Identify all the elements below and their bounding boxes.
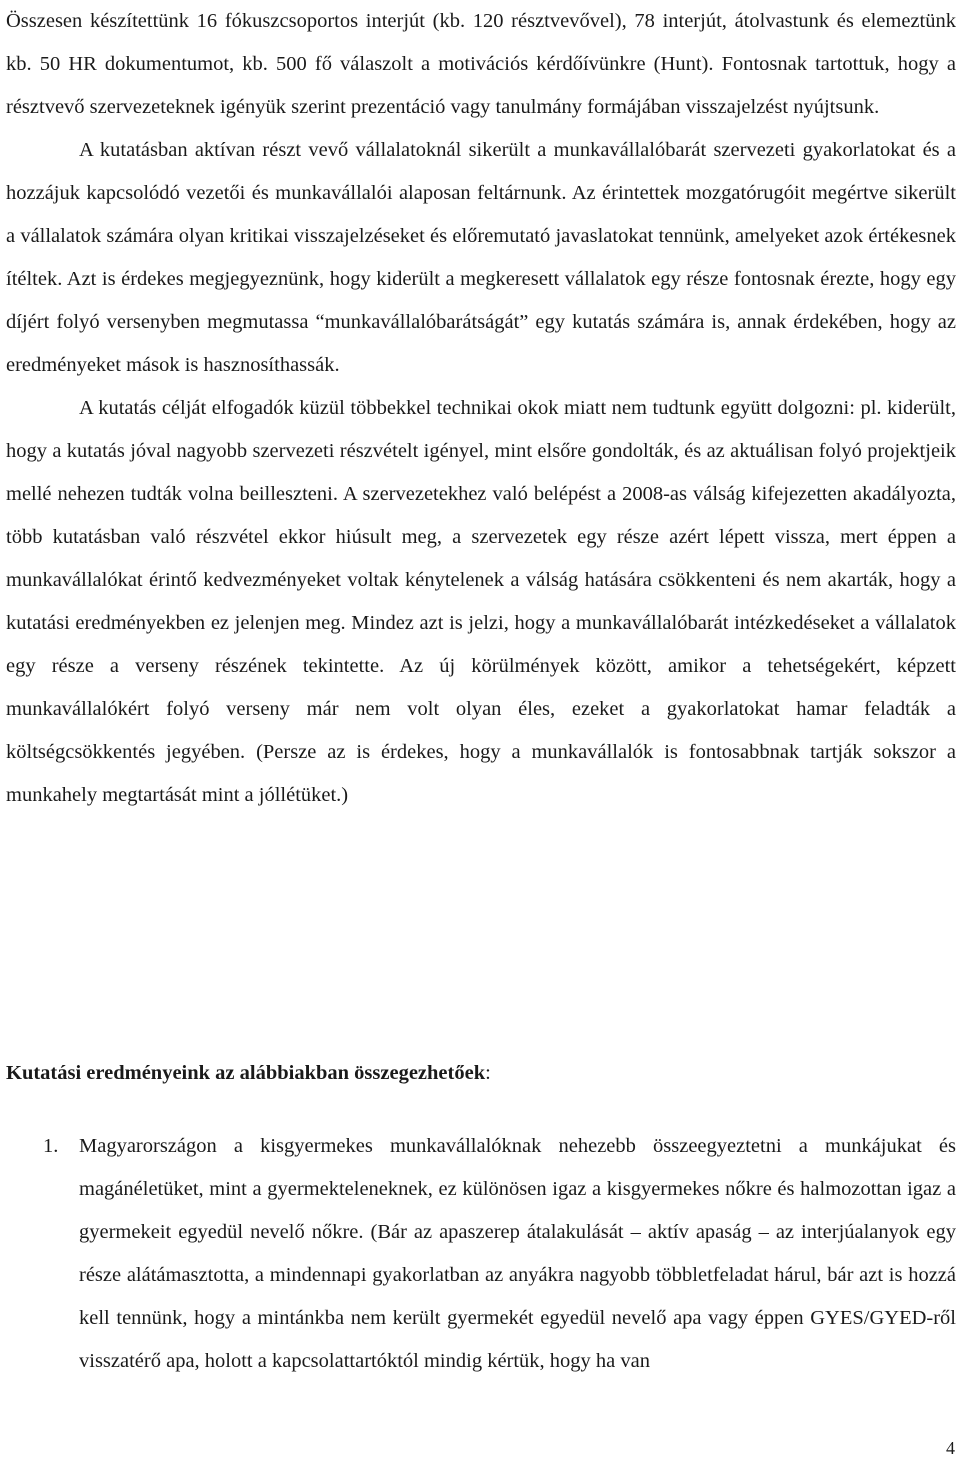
- section-heading-text: Kutatási eredményeink az alábbiakban összegezhetőek: [6, 1062, 486, 1084]
- section-heading-colon: :: [485, 1062, 491, 1084]
- paragraph-research-limitations: A kutatás célját elfogadók küzül többekkel technikai okok miatt nem tudtunk együtt dolgozni: pl. kiderült, hogy a kutatás jóval nagyobb szervezeti részvételt igényel, mint elsőre gondolták, és az aktuálisan folyó projektjeik mellé nehezen tudták volna beilleszteni. A szervezetekhez való belépést a 2008-as válság kifejezetten akadályozta, több kutatásban való részvétel ekkor hiúsult meg, a szervezetek egy része azért lépett vissza, mert éppen a munkavállalókat érintő kedvezményeket voltak kénytelenek a válság hatására csökkenteni és nem akarták, hogy a kutatási eredményekben ez jelenjen meg. Mindez azt is jelzi, hogy a munkavállalóbarát intézkedéseket a vállalatok egy része a verseny részének tekintette. Az új körülmények között, amikor a tehetségekért, képzett munkavállalókért folyó verseny már nem volt olyan éles, ezeket a gyakorlatokat hamar feladták a költségcsökkentés jegyében. (Persze az is érdekes, hogy a munkavállalók is fontosabbnak tartják sokszor a munkahely megtartását mint a jóllétüket.): [6, 397, 956, 806]
- findings-list: [6, 1125, 956, 1383]
- paragraph-research-findings: A kutatásban aktívan részt vevő vállalatoknál sikerült a munkavállalóbarát szervezeti gyakorlatokat és a hozzájuk kapcsolódó vezetői és munkavállalói alaposan feltárnunk. Az érintettek mozgatórugóit megértve sikerült a vállalatok számára olyan kritikai visszajelzéseket és előremutató javaslatokat tennünk, amelyeket azok értékesnek ítéltek. Azt is érdekes megjegyeznünk, hogy kiderült a megkeresett vállalatok egy része fontosnak érezte, hogy egy díjért folyó versenyben megmutassa “munkavállalóbarátságát” egy kutatás számára is, annak érdekében, hogy az eredményeket mások is hasznosíthassák.: [6, 139, 956, 376]
- list-item-number: 1.: [43, 1135, 59, 1157]
- paragraph-methodology: Összesen készítettünk 16 fókuszcsoportos interjút (kb. 120 résztvevővel), 78 interjút, átolvastunk és elemeztünk kb. 50 HR dokumentumot, kb. 500 fő válaszolt a motivációs kérdőívünkre (Hunt). Fontosnak tartottuk, hogy a résztvevő szervezeteknek igényük szerint prezentáció vagy tanulmány formájában visszajelzést nyújtsunk.: [6, 10, 956, 118]
- list-item-text: Magyarországon a kisgyermekes munkavállalóknak nehezebb összeegyeztetni a munkájukat és magánéletüket, mint a gyermekteleneknek, ez különösen igaz a kisgyermekes nőkre és halmozottan igaz a gyermekeit egyedül nevelő nőkre. (Bár az apaszerep átalakulását – aktív apaság – az interjúalanyok egy része alátámasztotta, a mindennapi gyakorlatban az anyákra nagyobb többletfeladat hárul, bár azt is hozzá kell tennünk, hogy a mintánkba nem került gyermekét egyedül nevelő apa vagy éppen GYES/GYED-ről visszatérő apa, holott a kapcsolattartóktól mindig kértük, hogy ha van: [79, 1135, 956, 1372]
- page-number: 4: [946, 1438, 955, 1458]
- list-item: [6, 1125, 956, 1383]
- document-page: [6, 0, 956, 817]
- section-heading: [6, 1052, 956, 1095]
